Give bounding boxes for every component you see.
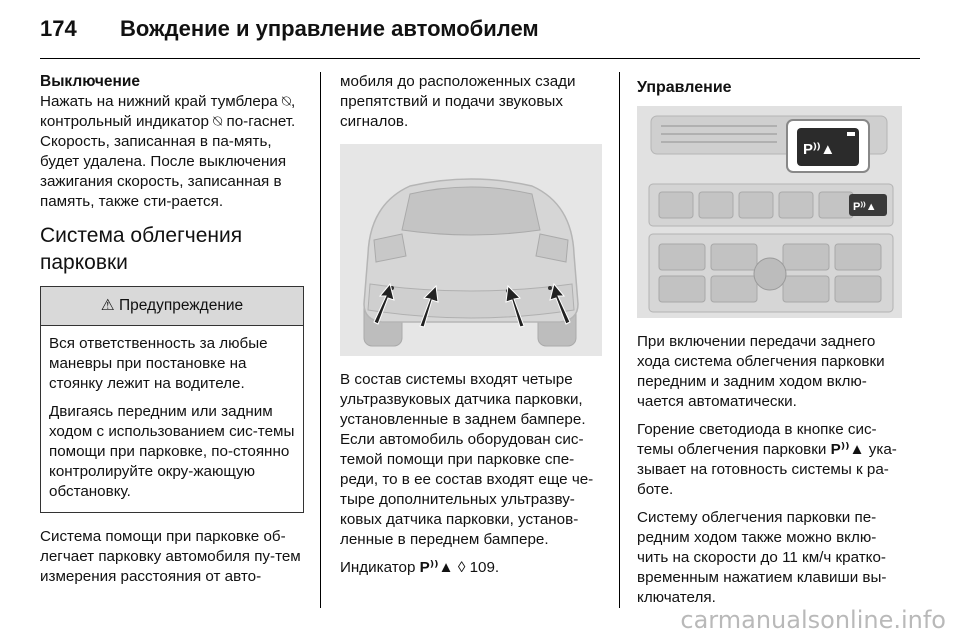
page-ref-link[interactable]: 109. <box>469 559 500 576</box>
panel-button-label: P⁾⁾▲ <box>803 141 836 158</box>
header-rule <box>40 58 920 59</box>
console-panel-illustration <box>637 106 902 318</box>
watermark: carmanualsonline.info <box>680 606 946 634</box>
chapter-title: Вождение и управление автомобилем <box>120 16 539 41</box>
control-paragraph-2 <box>637 420 902 500</box>
parking-assist-icon-inline: P⁾⁾▲ <box>830 441 865 458</box>
control-paragraph-3: Систему облегчения парковки пе-редним ходом также можно вклю-чить на скорости до 11 км/ч кратко-временным нажатием клавиши вы-ключателя. <box>637 509 887 606</box>
column-3 <box>637 72 902 616</box>
after-warning-text: Система помощи при парковке об-легчает парковку автомобиля пу-тем измерения расстояния от авто- <box>40 528 301 585</box>
warning-paragraph-2: Двигаясь передним или задним ходом с использованием сис-темы помощи при парковке, по-стоянно контролируйте окру-жающую обстановку. <box>49 403 295 500</box>
indicator-reference <box>340 558 602 578</box>
off-text: Нажать на нижний край тумблера ⍉, контрольный индикатор ⍉ по-гаснет. Скорость, записанная в па-мять, будет удалена. После выключения зажигания скорость, записанная в память, также сти-рается. <box>40 93 296 210</box>
indicator-label: Индикатор <box>340 559 416 576</box>
small-button-label: P⁾⁾▲ <box>853 201 877 213</box>
heading-parking-system: Система облегчения парковки <box>40 224 243 274</box>
warning-box <box>40 286 304 513</box>
car-rear-illustration <box>340 144 602 356</box>
center-console-figure <box>637 106 902 318</box>
warning-title: Предупреждение <box>119 297 244 314</box>
page-header <box>40 12 920 48</box>
column-2 <box>340 72 602 586</box>
warning-body <box>41 326 303 512</box>
heading-control: Управление <box>637 79 732 96</box>
warning-header <box>41 287 303 326</box>
column-divider-2 <box>619 72 620 608</box>
warning-paragraph-1: Вся ответственность за любые маневры при постановке на стоянку лежит на водителе. <box>49 335 268 392</box>
control-paragraph-2-start: Горение светодиода в кнопке сис-темы облегчения парковки <box>637 421 877 458</box>
heading-off: Выключение <box>40 73 141 90</box>
column-divider-1 <box>320 72 321 608</box>
page-ref-icon: ◊ <box>457 559 466 576</box>
control-paragraph-2-end: ука-зывает на готовность системы к ра-боте. <box>637 441 897 498</box>
parking-assist-icon: P⁾⁾▲ <box>419 559 454 576</box>
warning-icon: ⚠ <box>100 297 115 314</box>
control-paragraph-1: При включении передачи заднего хода система облегчения парковки передним и задним ходом вклю-чается автоматически. <box>637 333 885 410</box>
rear-bumper-sensors-figure <box>340 144 602 356</box>
system-description: В состав системы входят четыре ультразвуковых датчика парковки, установленные в заднем бампере. Если автомобиль оборудован сис-темой помощи при парковке спе-реди, то в ее состав входят еще че-тыре дополнительных ультразву-ковых датчика парковки, установ-ленные в переднем бампере. <box>340 371 594 548</box>
continued-text: мобиля до расположенных сзади препятствий и подачи звуковых сигналов. <box>340 73 576 130</box>
page-number: 174 <box>40 16 77 41</box>
column-1 <box>40 72 304 595</box>
